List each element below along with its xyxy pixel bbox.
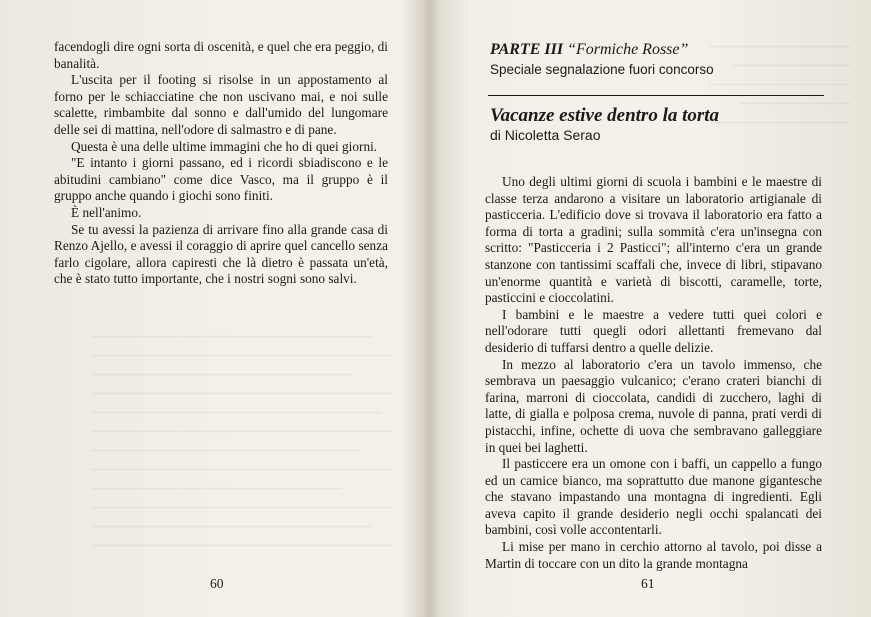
paragraph: In mezzo al laboratorio c'era un tavolo immenso, che sembrava un paesaggio vulcanico; c'erano crateri bianchi di farina, marroni di cioccolata, candidi di zucchero, laghi di latte, di gialla e polposa crema, nuvole di panna, prati verdi di pistacchi, infine, ochette di uova che sembravano galleggiare in quei bei laghetti. <box>485 356 822 455</box>
part-description: Speciale segnalazione fuori concorso <box>490 62 714 77</box>
paragraph: Li mise per mano in cerchio attorno al tavolo, poi disse a Martin di toccare con un dito la grande montagna <box>485 539 822 571</box>
story-title: Vacanze estive dentro la torta <box>490 105 720 126</box>
paragraph: Questa è una delle ultime immagini che ho di quei giorni. <box>71 138 378 154</box>
part-subtitle: “Formiche Rosse” <box>567 41 689 58</box>
paragraph: L'uscita per il footing si risolse in un appostamento al forno per le schiacciatine che non uscivano mai, e noi sulle scalette, rimbambite dal sonno e dall'umido del lungomare delle sei di mattina, nell'odore di salmastro e di pane. <box>54 72 388 137</box>
paragraph: Il pasticcere era un omone con i baffi, un cappello a fungo ed un camice bianco, ma soprattutto due manone gigantesche che stavano impastando una montagna di ingredienti. Egli aveva capito il grande desiderio negli occhi spalancati dei bambini, così volle accontentarli. <box>485 456 822 538</box>
paragraph: facendogli dire ogni sorta di oscenità, e quel che era peggio, di banalità. <box>54 39 388 71</box>
paragraph: Uno degli ultimi giorni di scuola i bambini e le maestre di classe terza andarono a visitare un laboratorio artigianale di pasticceria. L'edificio dove si trovava il laboratorio era fatto a forma di torta a gradini; sulla sommità c'era un'insegna con scritto: "Pasticceria i 2 Pasticci"; all'interno c'era un grande stanzone con tantissimi scaffali che, invece di libri, stipavano un'enorme quantità e varietà di biscotti, caramelle, torte, pasticcini e cioccolatini. <box>485 174 822 306</box>
page-number-left: 60 <box>210 576 224 591</box>
part-heading <box>490 40 830 78</box>
section-divider <box>488 95 824 96</box>
part-label: PARTE III <box>490 41 564 58</box>
story-author: di Nicoletta Serao <box>490 127 601 143</box>
page-number-right: 61 <box>641 576 655 591</box>
paragraph: È nell'animo. <box>71 204 142 220</box>
paragraph: Se tu avessi la pazienza di arrivare fino alla grande casa di Renzo Ajello, e avessi il coraggio di aprire quel cancello senza farlo cigolare, allora capiresti che là dietro è passata un'età, che è stato tutto importante, che i nostri sogni sono salvi. <box>54 221 388 287</box>
left-page-body <box>54 39 388 288</box>
paragraph: I bambini e le maestre a vedere tutti quei colori e nell'odorare tutti quegli odori allettanti fremevano dal desiderio di tuffarsi dentro a quelle delizie. <box>485 306 822 355</box>
part-title <box>490 40 830 59</box>
paragraph: "E intanto i giorni passano, ed i ricordi sbiadiscono e le abitudini cambiano" come dice Vasco, ma il gruppo è il gruppo anche quando i giochi sono finiti. <box>54 155 388 204</box>
right-page-body <box>485 174 822 572</box>
